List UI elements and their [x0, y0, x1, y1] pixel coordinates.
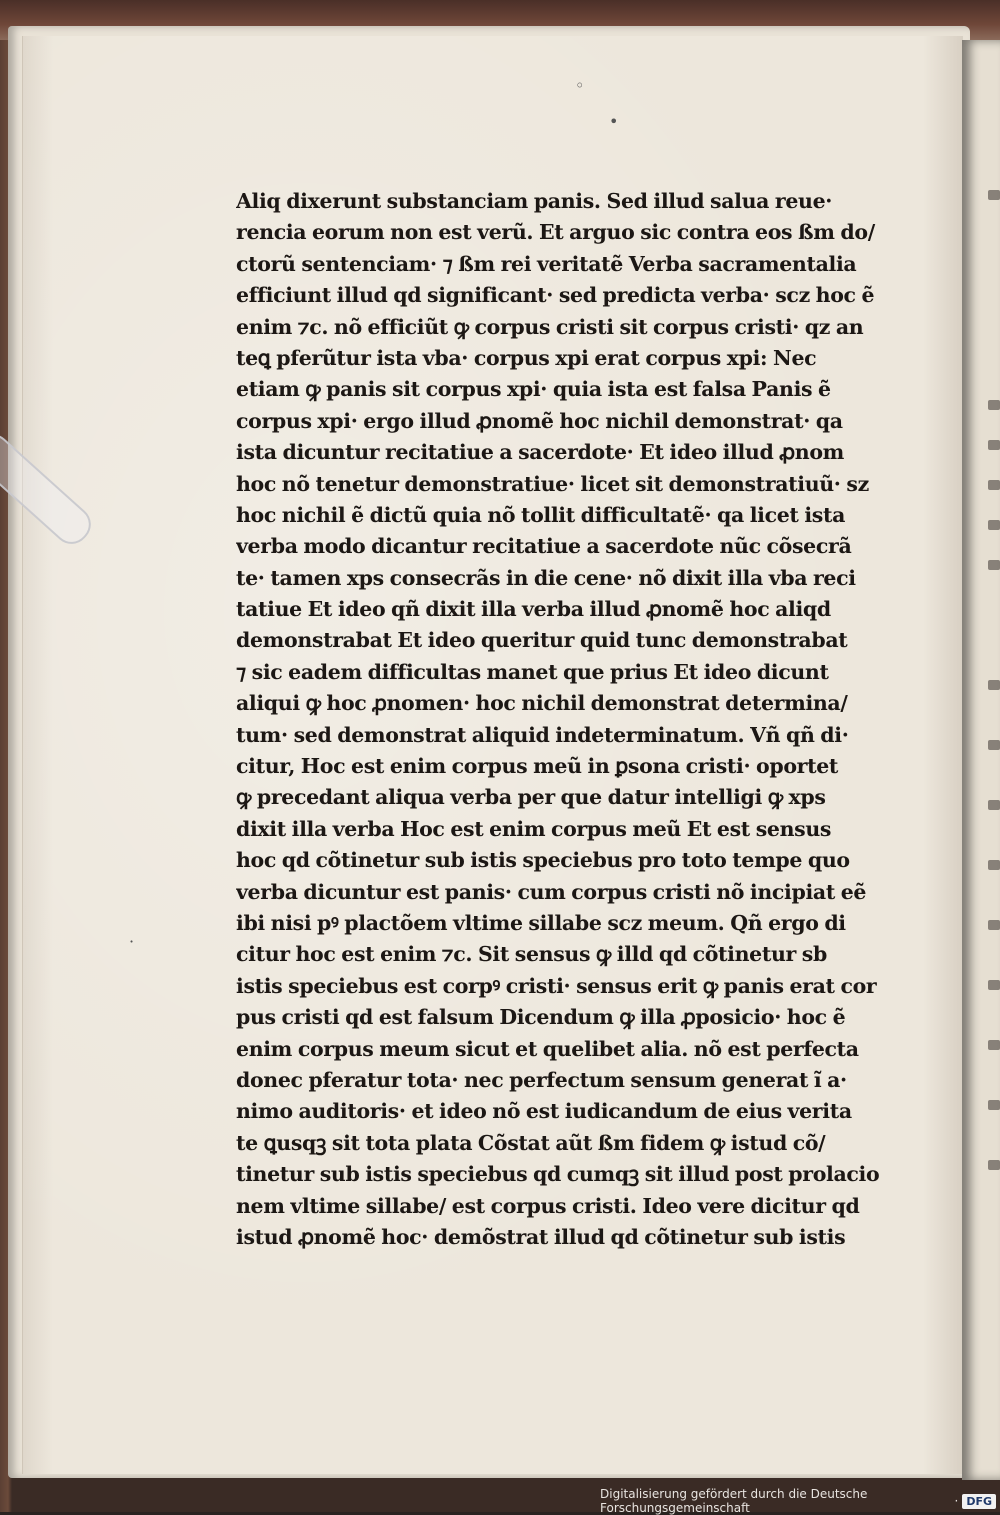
facing-text-fragment — [988, 1160, 1000, 1170]
text-line: nimo auditoris· et ideo nõ est iudicandum de eius verita — [236, 1099, 852, 1124]
text-line: hoc nõ tenetur demonstratiue· licet sit demonstratiuũ· sz — [236, 471, 869, 496]
text-line: ctorũ sentenciam· ⁊ ßm rei veritatẽ Verba sacramentalia — [236, 251, 857, 276]
facing-page-edge — [962, 40, 1000, 1480]
ink-speck: • — [609, 112, 619, 131]
facing-text-fragment — [988, 920, 1000, 930]
facing-text-fragment — [988, 190, 1000, 200]
text-line: nem vltime sillabe/ est corpus cristi. Ideo vere dicitur qd — [236, 1193, 860, 1218]
text-line: dixit illa verba Hoc est enim corpus meũ Et est sensus — [236, 816, 832, 841]
text-line: hoc qd cõtinetur sub istis speciebus pro toto tempe quo — [236, 848, 850, 873]
text-line: etiam ꝙ panis sit corpus xpi· quia ista est falsa Panis ẽ — [236, 377, 831, 402]
text-line: verba dicuntur est panis· cum corpus cristi nõ incipiat eẽ — [236, 879, 867, 904]
facing-text-fragment — [988, 680, 1000, 690]
text-line: demonstrabat Et ideo queritur quid tunc demonstrabat — [236, 628, 848, 653]
facing-text-fragment — [988, 860, 1000, 870]
text-line: tum· sed demonstrat aliquid indeterminatum. Vñ qñ di· — [236, 722, 849, 747]
text-line: ista dicuntur recitatiue a sacerdote· Et ideo illud ꝓnom — [236, 440, 845, 465]
text-line: istis speciebus est corpꝰ cristi· sensus erit ꝙ panis erat cor — [236, 973, 877, 998]
text-line: donec pferatur tota· nec perfectum sensum generat ĩ a· — [236, 1067, 847, 1092]
text-line: ⁊ sic eadem difficultas manet que prius Et ideo dicunt — [236, 659, 829, 684]
ink-speck: ◦ — [575, 76, 585, 95]
facing-text-fragment — [988, 1040, 1000, 1050]
text-line: ꝙ precedant aliqua verba per que datur intelligi ꝙ xps — [236, 785, 826, 810]
text-line: teꝗ pferũtur ista vba· corpus xpi erat corpus xpi: Nec — [236, 345, 817, 370]
text-line: Aliq dixerunt substanciam panis. Sed illud salua reue· — [236, 189, 833, 213]
text-line: hoc nichil ẽ dictũ quia nõ tollit difficultatẽ· qa licet ista — [236, 502, 846, 527]
facing-text-fragment — [988, 440, 1000, 450]
text-line: corpus xpi· ergo illud ꝓnomẽ hoc nichil demonstrat· qa — [236, 408, 843, 433]
text-line: enim ⁊c. nõ efficiũt ꝙ corpus cristi sit corpus cristi· qz an — [236, 314, 864, 339]
text-line: rencia eorum non est verũ. Et arguo sic contra eos ßm do/ — [236, 220, 875, 245]
text-line: tinetur sub istis speciebus qd cumqꝫ sit illud post prolacio — [236, 1162, 880, 1187]
credit-text: Digitalisierung gefördert durch die Deutsche Forschungsgemeinschaft — [600, 1487, 868, 1515]
facing-text-fragment — [988, 520, 1000, 530]
ink-speck: · — [129, 932, 135, 951]
text-line: efficiunt illud qd significant· sed predicta verba· scz hoc ẽ — [236, 283, 875, 308]
incunable-text-block — [236, 186, 886, 1253]
facing-text-fragment — [988, 740, 1000, 750]
text-line: te ꝗusqꝫ sit tota plata Cõstat aũt ßm fidem ꝙ istud cõ/ — [236, 1130, 826, 1155]
facing-text-fragment — [988, 560, 1000, 570]
digitization-credit — [600, 1487, 1000, 1515]
text-line: istud ꝓnomẽ hoc· demõstrat illud qd cõtinetur sub istis — [236, 1224, 846, 1249]
facing-text-fragment — [988, 1100, 1000, 1110]
facing-text-fragment — [988, 800, 1000, 810]
dfg-logo: DFG — [962, 1494, 996, 1509]
text-line: tatiue Et ideo qñ dixit illa verba illud ꝓnomẽ hoc aliqd — [236, 597, 831, 622]
text-line: enim corpus meum sicut et quelibet alia. nõ est perfecta — [236, 1036, 859, 1061]
text-line: citur, Hoc est enim corpus meũ in ꝑsona cristi· oportet — [236, 754, 839, 779]
text-line: aliqui ꝙ hoc ꝓnomen· hoc nichil demonstrat determina/ — [236, 691, 848, 716]
facing-text-fragment — [988, 400, 1000, 410]
text-line: te· tamen xps consecrãs in die cene· nõ dixit illa vba reci — [236, 565, 856, 590]
text-line: verba modo dicantur recitatiue a sacerdote nũc cõsecrã — [236, 534, 852, 559]
text-line: ibi nisi pꝰ plactõem vltime sillabe scz meum. Qñ ergo di — [236, 910, 846, 935]
text-line: citur hoc est enim ⁊c. Sit sensus ꝙ illd qd cõtinetur sb — [236, 942, 827, 967]
text-line: pus cristi qd est falsum Dicendum ꝙ illa ꝓposicio· hoc ẽ — [236, 1005, 846, 1030]
facing-text-fragment — [988, 480, 1000, 490]
facing-text-fragment — [988, 980, 1000, 990]
credit-separator: · — [954, 1494, 959, 1508]
